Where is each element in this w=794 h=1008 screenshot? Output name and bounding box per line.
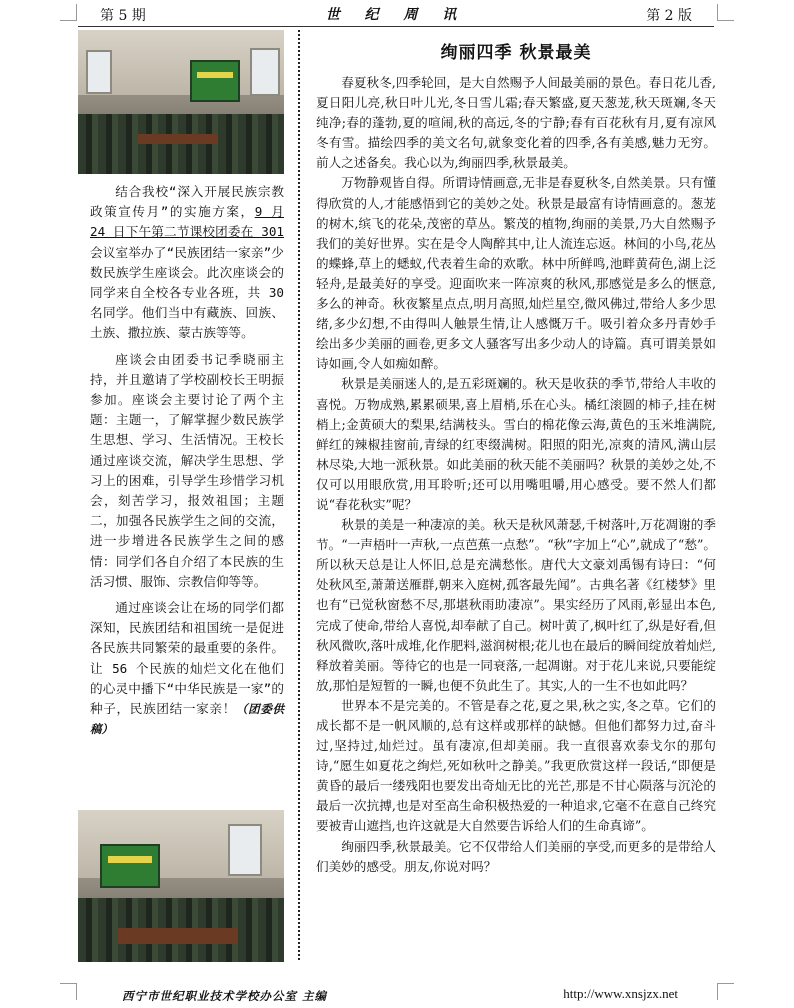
photo-table bbox=[138, 134, 218, 144]
meeting-date: 9 月 24 日下午第二节课校团委在 301 bbox=[90, 204, 284, 240]
column-divider bbox=[298, 30, 300, 960]
article-title: 绚丽四季 秋景最美 bbox=[440, 43, 592, 63]
crop-mark-top-right bbox=[717, 4, 734, 21]
crop-mark-bottom-left bbox=[60, 983, 77, 1000]
photo-window bbox=[250, 48, 280, 96]
left-paragraph-conclusion: 通过座谈会让在场的同学们都深知，民族团结和祖国统一是促进各民族共同繁荣的最重要的条件。让 56 个民族的灿烂文化在他们的心灵中播下“中华民族是一家”的种子，民族团结一家亲！ bbox=[90, 600, 284, 717]
right-paragraph: 绚丽四季,秋景最美。它不仅带给人们美丽的享受,而更多的是带给人们美妙的感受。朋友,你说对吗？ bbox=[316, 838, 716, 874]
right-article bbox=[316, 34, 716, 877]
projector-screen bbox=[100, 844, 160, 888]
crop-mark-top-left bbox=[60, 4, 77, 21]
meeting-photo-bottom bbox=[78, 810, 284, 962]
right-paragraph: 秋景是美丽迷人的,是五彩斑斓的。秋天是收获的季节,带给人丰收的喜悦。万物成熟,累累硕果,喜上眉梢,乐在心头。橘红滚圆的柿子,挂在树梢上;金黄硕大的梨果,结满枝头。雪白的棉花像云海,黄色的玉米堆满院,鲜红的辣椒挂窗前,青绿的红枣缀满树。阳照的阳光,凉爽的清风,满山层林尽染,大地一派秋景。如此美丽的秋天能不美丽吗？秋景的美妙之处,不仅可以用眼欣赏,用耳聆听;还可以用嘴咀嚼,用心感受。要不然人们都说“春花秋实”呢？ bbox=[316, 376, 716, 512]
right-paragraph: 春夏秋冬,四季轮回，是大自然赐予人间最美丽的景色。春日花儿香,夏日阳儿亮,秋日叶儿光,冬日雪儿霜;春天繁盛,夏天葱茏,秋天斑斓,冬天纯净;春的蓬勃,夏的喧闹,秋的高远,冬的宁静;春有百花秋有月,夏有凉风冬有雪。描绘四季的美文名句,就象变化着的四季,各有美感,魅力无穷。前人之述备矣。我心以为,绚丽四季,秋景最美。 bbox=[316, 75, 716, 171]
issue-number: 第 5 期 bbox=[100, 8, 146, 24]
page-header bbox=[78, 0, 714, 27]
footer-organization: 西宁市世纪职业技术学校办公室 主编 bbox=[122, 989, 328, 1003]
left-paragraph bbox=[90, 598, 284, 739]
article-credit: （团委供稿） bbox=[90, 702, 285, 737]
left-article bbox=[90, 182, 284, 739]
photo-table bbox=[118, 928, 238, 944]
projector-screen bbox=[190, 60, 240, 102]
left-paragraph-rest: 会议室举办了“民族团结一家亲”少数民族学生座谈会。此次座谈会的同学来自全校各专业各班，共 30 名同学。他们当中有藏族、回族、土族、撒拉族、蒙古族等等。 bbox=[90, 244, 284, 341]
paper-name: 世 纪 周 讯 bbox=[325, 7, 467, 23]
footer-url[interactable]: http://www.xnsjzx.net bbox=[563, 986, 678, 1001]
page-footer bbox=[78, 986, 714, 1004]
right-paragraph: 秋景的美是一种凄凉的美。秋天是秋风萧瑟,千树落叶,万花凋谢的季节。“一声梧叶一声秋,一点芭蕉一点愁”。“秋”字加上“心”,就成了“愁”。所以秋天总是让人怀旧,总是充满愁怅。唐代大文豪刘禹锡有诗曰：“何处秋风至,萧萧送雁群,朝来入庭树,孤客最先闻”。古典名著《红楼梦》里也有“已觉秋窗愁不尽,那堪秋雨助凄凉”。果实经历了风雨,彰显出本色,完成了使命,带给人喜悦,却奉献了自己。树叶黄了,枫叶红了,纵是好看,但秋风微吹,落叶成堆,化作肥料,滋润树根;花儿也在最后的瞬间绽放着灿烂,释放着美丽。等待它的也是一同衰落,一起凋谢。对于花儿来说,只要能绽放,那怕是短暂的一瞬,也便不负此生了。其实,人的一生不也如此吗？ bbox=[316, 517, 716, 693]
crop-mark-bottom-right bbox=[717, 983, 734, 1000]
right-paragraph: 世界本不是完美的。不管是春之花,夏之果,秋之实,冬之草。它们的成长都不是一帆风顺的,总有这样或那样的缺憾。但他们都努力过,奋斗过,坚持过,灿烂过。虽有凄凉,但却美丽。我一直很喜欢泰戈尔的那句诗,“愿生如夏花之绚烂,死如秋叶之静美。”我更欣赏这样一段话,“即便是黄昏的最后一缕残阳也要发出奇灿无比的光芒,那是不甘心陨落与沉沦的最后一次抗搏,也是对至高生命积极热爱的一种追求,它毫不在意自己终究要被青山遮挡,也许这就是大自然要告诉给人们的生命真谛”。 bbox=[316, 697, 716, 834]
right-paragraph: 万物静观皆自得。所谓诗情画意,无非是春夏秋冬,自然美景。只有懂得欣赏的人,才能感悟到它的美妙之处。秋景是最富有诗情画意的。葱茏的树木,缤飞的花朵,茂密的草丛。繁茂的植物,绚丽的美景,乃大自然赐予我们的美好世界。实在是令人陶醉其中,让人流连忘返。林间的小鸟,花丛的蝶蜂,草上的蟋蚁,代表着生命的欢歌。林中所鲜鸣,池畔黄荷色,湖上泛轻舟,是最美好的享受。迎面吹来一阵凉爽的秋风,那感觉是多么的惬意,多么的神奇。秋夜繁星点点,明月高照,灿烂星空,微风佛过,带给人多少思绪,多少幻想,不由得叫人触景生情,让人感慨万千。吸引着众多丹青妙手绘出多少美丽的画卷,更多文人骚客写出多少动人的诗篇。真可谓美景如诗如画,令人如痴如醉。 bbox=[316, 175, 716, 372]
photo-window bbox=[228, 824, 262, 876]
meeting-photo-top bbox=[78, 30, 284, 174]
page-number: 第 2 版 bbox=[646, 8, 692, 24]
left-paragraph: 座谈会由团委书记季晓丽主持，并且邀请了学校副校长王明振参加。座谈会主要讨论了两个主题：主题一，了解掌握少数民族学生思想、学习、生活情况。王校长通过座谈交流，解决学生思想、学习上的困难，引导学生珍惜学习机会，刻苦学习，报效祖国；主题二，加强各民族学生之间的交流，进一步增进各民族学生之间的感情：同学们各自介绍了本民族的生活习惯、服饰、宗教信仰等等。 bbox=[90, 351, 284, 589]
photo-window bbox=[86, 50, 112, 94]
left-paragraph bbox=[90, 182, 284, 344]
left-paragraph-intro: 结合我校“深入开展民族宗教政策宣传月”的实施方案， bbox=[90, 184, 284, 220]
